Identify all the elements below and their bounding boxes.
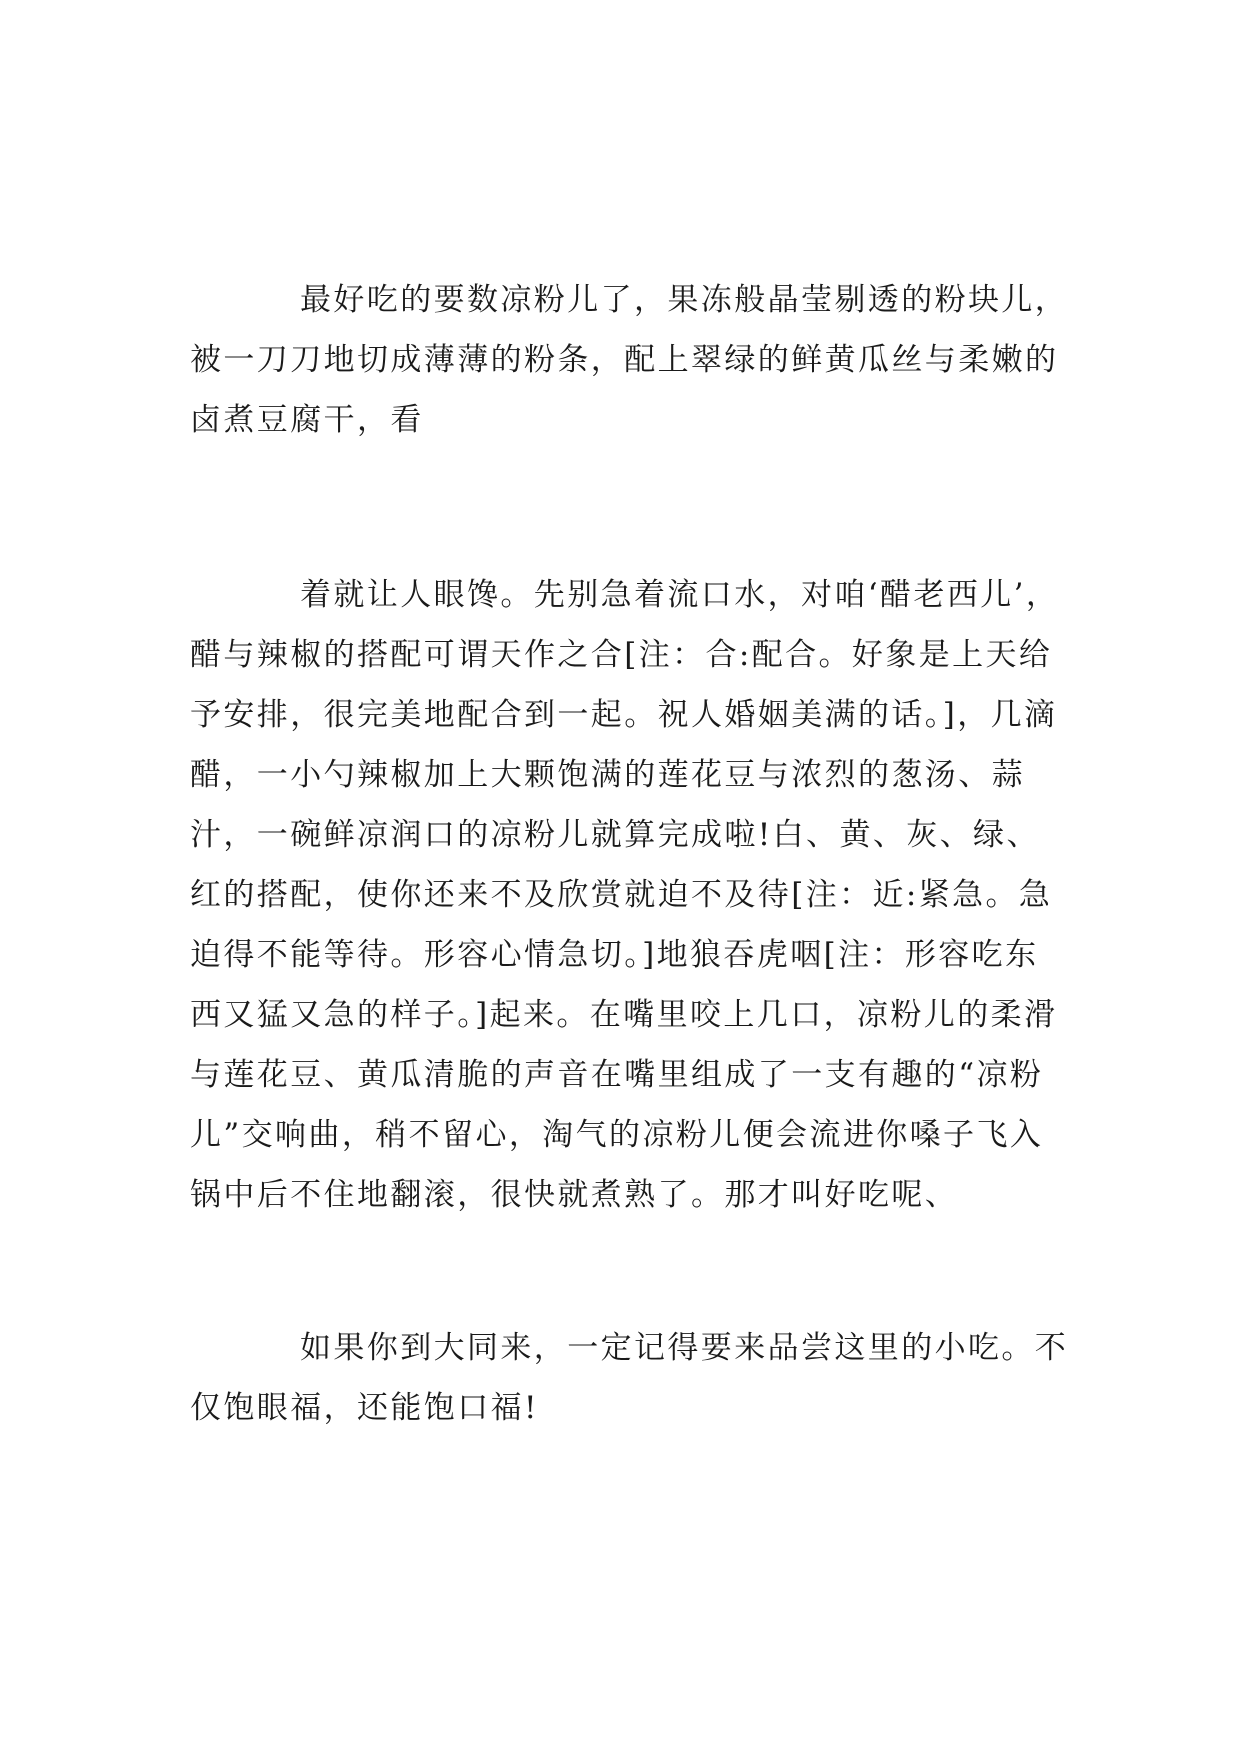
paragraph-liangfen-intro: 最好吃的要数凉粉儿了，果冻般晶莹剔透的粉块儿，被一刀刀地切成薄薄的粉条，配上翠绿的鲜黄瓜丝与柔嫩的卤煮豆腐干，看 <box>190 282 1069 438</box>
paragraph-invitation: 如果你到大同来，一定记得要来品尝这里的小吃。不仅饱眼福，还能饱口福! <box>190 1330 1069 1426</box>
paragraph-liangfen-eating: 着就让人眼馋。先别急着流口水，对咱‘醋老西儿’，醋与辣椒的搭配可谓天作之合[注：合:配合。好象是上天给予安排，很完美地配合到一起。祝人婚姻美满的话。]，几滴醋，一小勺辣椒加上大颗饱满的莲花豆与浓烈的葱汤、蒜汁，一碗鲜凉润口的凉粉儿就算完成啦!白、黄、灰、绿、红的搭配，使你还来不及欣赏就迫不及待[注：近:紧急。急迫得不能等待。形容心情急切。]地狼吞虎咽[注：形容吃东西又猛又急的样子。]起来。在嘴里咬上几口，凉粉儿的柔滑与莲花豆、黄瓜清脆的声音在嘴里组成了一支有趣的“凉粉儿”交响曲，稍不留心，淘气的凉粉儿便会流进你嗓子飞入锅中后不住地翻滚，很快就煮熟了。那才叫好吃呢、 <box>190 577 1060 1213</box>
